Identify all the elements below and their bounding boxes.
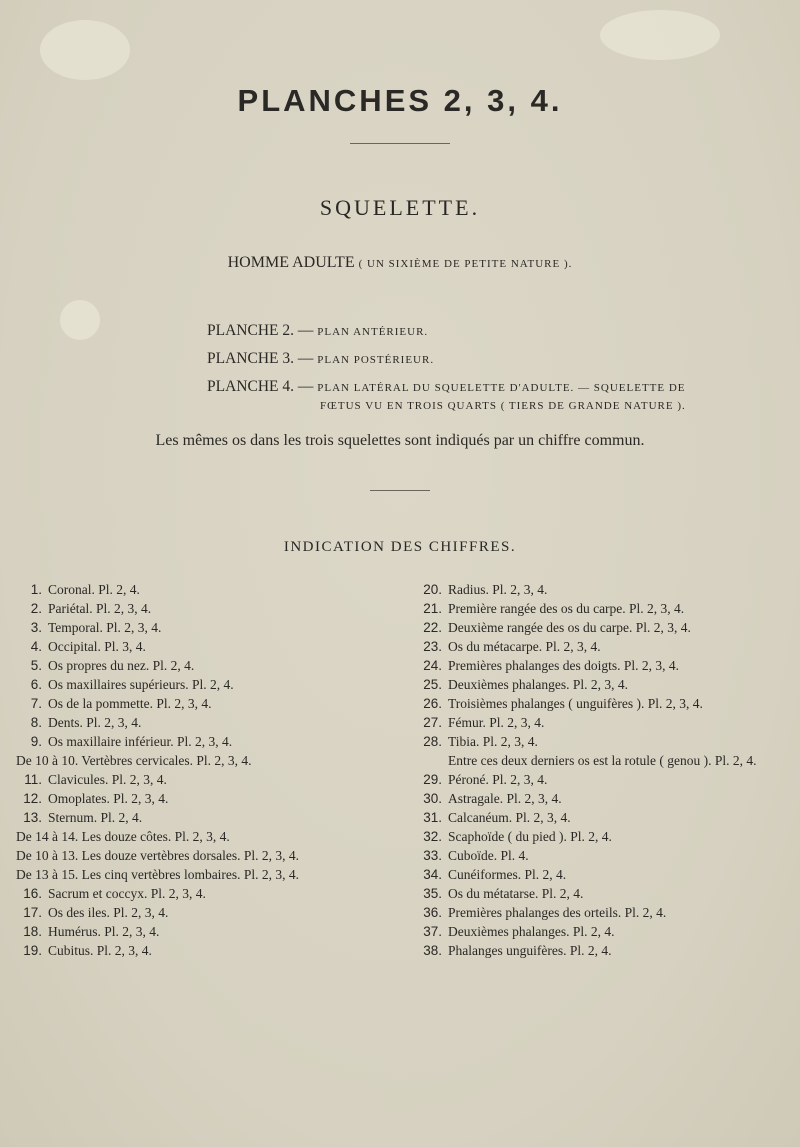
- paper-stain: [60, 300, 100, 340]
- legend-text: De 14 à 14. Les douze côtes. Pl. 2, 3, 4.: [16, 829, 230, 844]
- legend-item: [16, 903, 299, 922]
- legend-number: 30.: [423, 791, 442, 806]
- legend-text: De 10 à 13. Les douze vertèbres dorsales. Pl. 2, 3, 4.: [16, 848, 300, 863]
- legend-item: [16, 922, 299, 941]
- plate-name: PLANCHE 2.: [207, 322, 294, 339]
- legend-number: 20.: [423, 582, 442, 597]
- legend-number: 24.: [423, 658, 442, 673]
- legend-text: Deuxièmes phalanges. Pl. 2, 4.: [448, 924, 615, 939]
- legend-number: 1.: [30, 582, 42, 597]
- plate-desc: PLAN LATÉRAL DU SQUELETTE D'ADULTE. — SQUELETTE DE: [317, 382, 686, 394]
- legend-text: Omoplates. Pl. 2, 3, 4.: [48, 791, 169, 806]
- legend-text: Os du métacarpe. Pl. 2, 3, 4.: [448, 639, 601, 654]
- legend-item: [416, 808, 757, 827]
- legend-text: Premières phalanges des orteils. Pl. 2, 4.: [448, 905, 667, 920]
- plate-line: [207, 378, 686, 396]
- legend-text: Astragale. Pl. 2, 3, 4.: [448, 791, 562, 806]
- plate-desc-continuation: FŒTUS VU EN TROIS QUARTS ( TIERS DE GRANDE NATURE ).: [320, 400, 686, 412]
- paper-stain: [40, 20, 130, 80]
- legend-item: [16, 618, 299, 637]
- legend-item: [16, 580, 299, 599]
- legend-number: 25.: [423, 677, 442, 692]
- legend-text: Première rangée des os du carpe. Pl. 2, 3, 4.: [448, 601, 685, 616]
- plate-line: [207, 350, 434, 368]
- legend-item: [416, 865, 757, 884]
- legend-number: 26.: [423, 696, 442, 711]
- legend-item: [416, 580, 757, 599]
- legend-number: 18.: [23, 924, 42, 939]
- legend-text: Cubitus. Pl. 2, 3, 4.: [48, 943, 152, 958]
- legend-item: [416, 637, 757, 656]
- legend-item: [416, 732, 757, 751]
- legend-text: Sternum. Pl. 2, 4.: [48, 810, 143, 825]
- legend-number: 36.: [423, 905, 442, 920]
- legend-text: Péroné. Pl. 2, 3, 4.: [448, 772, 548, 787]
- legend-number: 16.: [23, 886, 42, 901]
- legend-number: 2.: [30, 601, 42, 616]
- legend-number: 27.: [423, 715, 442, 730]
- legend-item: [16, 865, 299, 884]
- indication-title: INDICATION DES CHIFFRES.: [283, 539, 517, 555]
- legend-number: 7.: [30, 696, 42, 711]
- legend-number: 31.: [423, 810, 442, 825]
- legend-number: 12.: [23, 791, 42, 806]
- plate-desc: PLAN POSTÉRIEUR.: [317, 354, 435, 366]
- legend-text: Cuboïde. Pl. 4.: [448, 848, 529, 863]
- legend-list-left: [16, 580, 299, 960]
- legend-number: 22.: [423, 620, 442, 635]
- legend-text: Os du métatarse. Pl. 2, 4.: [448, 886, 584, 901]
- legend-item: [416, 903, 757, 922]
- legend-item: [16, 656, 299, 675]
- legend-number: 33.: [423, 848, 442, 863]
- plate-desc: PLAN ANTÉRIEUR.: [317, 326, 429, 338]
- legend-number: 28.: [423, 734, 442, 749]
- legend-text: Cunéiformes. Pl. 2, 4.: [448, 867, 567, 882]
- specimen-scale: ( UN SIXIÈME DE PETITE NATURE ).: [358, 258, 573, 270]
- plate-dash: —: [297, 322, 318, 339]
- plate-dash: —: [297, 350, 318, 367]
- legend-item: [416, 789, 757, 808]
- legend-number: 8.: [30, 715, 42, 730]
- legend-number: 29.: [423, 772, 442, 787]
- legend-item: [416, 656, 757, 675]
- page-title: PLANCHES 2, 3, 4.: [237, 83, 563, 118]
- plate-name: PLANCHE 4.: [207, 378, 294, 395]
- legend-text: Tibia. Pl. 2, 3, 4.: [448, 734, 538, 749]
- legend-item: [16, 789, 299, 808]
- legend-text: Radius. Pl. 2, 3, 4.: [448, 582, 548, 597]
- legend-number: 6.: [30, 677, 42, 692]
- legend-item: [16, 637, 299, 656]
- legend-number: 32.: [423, 829, 442, 844]
- legend-item: [416, 922, 757, 941]
- legend-text: Premières phalanges des doigts. Pl. 2, 3, 4.: [448, 658, 679, 673]
- legend-text: Temporal. Pl. 2, 3, 4.: [48, 620, 162, 635]
- plate-dash: —: [297, 378, 318, 395]
- legend-item: [16, 846, 299, 865]
- legend-item: [16, 732, 299, 751]
- legend-item: [416, 751, 757, 770]
- legend-number: 23.: [423, 639, 442, 654]
- legend-number: 35.: [423, 886, 442, 901]
- legend-item: [416, 675, 757, 694]
- legend-item: [16, 675, 299, 694]
- legend-item: [16, 884, 299, 903]
- legend-number: 9.: [30, 734, 42, 749]
- plate-line: [207, 322, 428, 340]
- legend-text: Occipital. Pl. 3, 4.: [48, 639, 146, 654]
- legend-text: Phalanges unguifères. Pl. 2, 4.: [448, 943, 612, 958]
- legend-item: [416, 599, 757, 618]
- legend-number: 38.: [423, 943, 442, 958]
- legend-item: [416, 827, 757, 846]
- legend-number: 19.: [23, 943, 42, 958]
- legend-item: [16, 941, 299, 960]
- legend-text: De 13 à 15. Les cinq vertèbres lombaires. Pl. 2, 3, 4.: [16, 867, 300, 882]
- legend-text: Humérus. Pl. 2, 3, 4.: [48, 924, 160, 939]
- legend-number: 4.: [30, 639, 42, 654]
- legend-text: Clavicules. Pl. 2, 3, 4.: [48, 772, 167, 787]
- divider: [350, 143, 450, 144]
- legend-item: [416, 846, 757, 865]
- legend-text: Sacrum et coccyx. Pl. 2, 3, 4.: [48, 886, 206, 901]
- legend-number: 17.: [23, 905, 42, 920]
- legend-text: Deuxième rangée des os du carpe. Pl. 2, 3, 4.: [448, 620, 691, 635]
- legend-text: Dents. Pl. 2, 3, 4.: [48, 715, 142, 730]
- legend-item: [416, 884, 757, 903]
- legend-item: [16, 713, 299, 732]
- legend-item: [16, 827, 299, 846]
- legend-text: Os des iles. Pl. 2, 3, 4.: [48, 905, 169, 920]
- legend-number: 11.: [24, 772, 42, 787]
- legend-item: [16, 751, 299, 770]
- legend-item: [416, 713, 757, 732]
- legend-text: Entre ces deux derniers os est la rotule ( genou ). Pl. 2, 4.: [448, 753, 757, 768]
- legend-text: Calcanéum. Pl. 2, 3, 4.: [448, 810, 571, 825]
- legend-text: Pariétal. Pl. 2, 3, 4.: [48, 601, 152, 616]
- legend-text: Fémur. Pl. 2, 3, 4.: [448, 715, 545, 730]
- specimen-label: HOMME ADULTE: [227, 254, 355, 271]
- legend-number: 13.: [23, 810, 42, 825]
- legend-item: [16, 808, 299, 827]
- legend-number: 21.: [423, 601, 442, 616]
- legend-item: [16, 599, 299, 618]
- legend-item: [16, 694, 299, 713]
- legend-text: Troisièmes phalanges ( unguifères ). Pl. 2, 3, 4.: [448, 696, 703, 711]
- legend-number: 34.: [423, 867, 442, 882]
- legend-item: [416, 618, 757, 637]
- divider: [370, 490, 430, 491]
- legend-item: [416, 694, 757, 713]
- section-subtitle: SQUELETTE.: [319, 195, 481, 220]
- legend-list-right: [416, 580, 757, 960]
- legend-text: Os de la pommette. Pl. 2, 3, 4.: [48, 696, 212, 711]
- legend-text: Scaphoïde ( du pied ). Pl. 2, 4.: [448, 829, 612, 844]
- legend-text: Os maxillaire inférieur. Pl. 2, 3, 4.: [48, 734, 233, 749]
- legend-text: Os propres du nez. Pl. 2, 4.: [48, 658, 195, 673]
- legend-text: Os maxillaires supérieurs. Pl. 2, 4.: [48, 677, 234, 692]
- legend-item: [416, 941, 757, 960]
- common-number-note: Les mêmes os dans les trois squelettes sont indiqués par un chiffre commun.: [155, 432, 645, 449]
- legend-text: Coronal. Pl. 2, 4.: [48, 582, 140, 597]
- legend-text: Deuxièmes phalanges. Pl. 2, 3, 4.: [448, 677, 628, 692]
- specimen-heading: [0, 254, 800, 272]
- plate-name: PLANCHE 3.: [207, 350, 294, 367]
- legend-item: [416, 770, 757, 789]
- legend-item: [16, 770, 299, 789]
- legend-number: 5.: [30, 658, 42, 673]
- legend-text: De 10 à 10. Vertèbres cervicales. Pl. 2, 3, 4.: [16, 753, 252, 768]
- paper-stain: [600, 10, 720, 60]
- legend-number: 37.: [423, 924, 442, 939]
- legend-number: 3.: [30, 620, 42, 635]
